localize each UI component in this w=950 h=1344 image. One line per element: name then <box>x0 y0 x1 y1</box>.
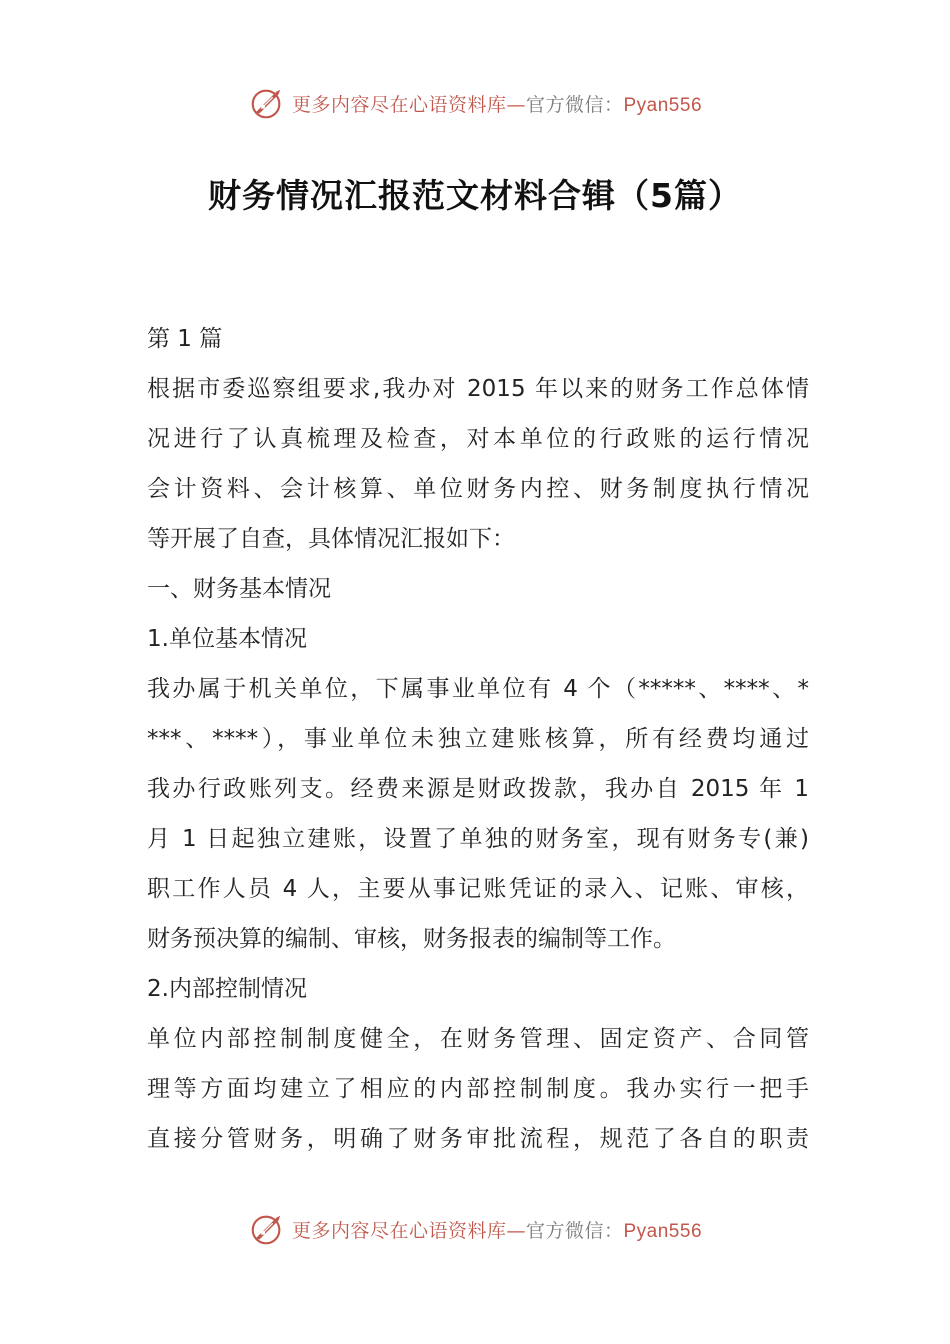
paragraph-line: 根据市委巡察组要求,我办对 2015 年以来的财务工作总体情 <box>147 376 809 402</box>
paragraph-line: 单位内部控制制度健全，在财务管理、固定资产、合同管 <box>147 1026 809 1052</box>
paragraph-line: 直接分管财务，明确了财务审批流程，规范了各自的职责 <box>147 1126 809 1152</box>
header-banner <box>0 83 950 123</box>
banner-text: 更多内容尽在心语资料库—官方微信：Pyan556 <box>291 93 703 116</box>
paragraph-line: 况进行了认真梳理及检查，对本单位的行政账的运行情况 <box>147 426 809 452</box>
banner-text: 更多内容尽在心语资料库—官方微信：Pyan556 <box>291 1219 703 1242</box>
quill-logo-icon <box>248 1210 286 1248</box>
paragraph-line: 理等方面均建立了相应的内部控制制度。我办实行一把手 <box>147 1076 809 1102</box>
quill-logo-icon <box>248 84 286 122</box>
subsection-heading: 1.单位基本情况 <box>147 626 307 652</box>
paragraph-line: 职工作人员 4 人，主要从事记账凭证的录入、记账、审核， <box>147 876 809 902</box>
section-heading: 第 1 篇 <box>147 326 223 352</box>
document-title: 财务情况汇报范文材料合辑（5篇） <box>208 176 742 215</box>
paragraph-line: 我办属于机关单位，下属事业单位有 4 个（*****、****、* <box>147 676 809 702</box>
paragraph-line: 会计资料、会计核算、单位财务内控、财务制度执行情况 <box>147 476 809 502</box>
document-body <box>147 314 809 1164</box>
paragraph-line: ***、****），事业单位未独立建账核算，所有经费均通过 <box>147 726 809 752</box>
section-heading: 一、财务基本情况 <box>147 576 331 602</box>
paragraph-line: 月 1 日起独立建账，设置了单独的财务室，现有财务专(兼) <box>147 826 809 852</box>
paragraph-line: 财务预决算的编制、审核，财务报表的编制等工作。 <box>147 926 676 952</box>
footer-banner <box>0 1209 950 1249</box>
subsection-heading: 2.内部控制情况 <box>147 976 307 1002</box>
paragraph-line: 我办行政账列支。经费来源是财政拨款，我办自 2015 年 1 <box>147 776 809 802</box>
paragraph-line: 等开展了自查，具体情况汇报如下： <box>147 526 515 552</box>
